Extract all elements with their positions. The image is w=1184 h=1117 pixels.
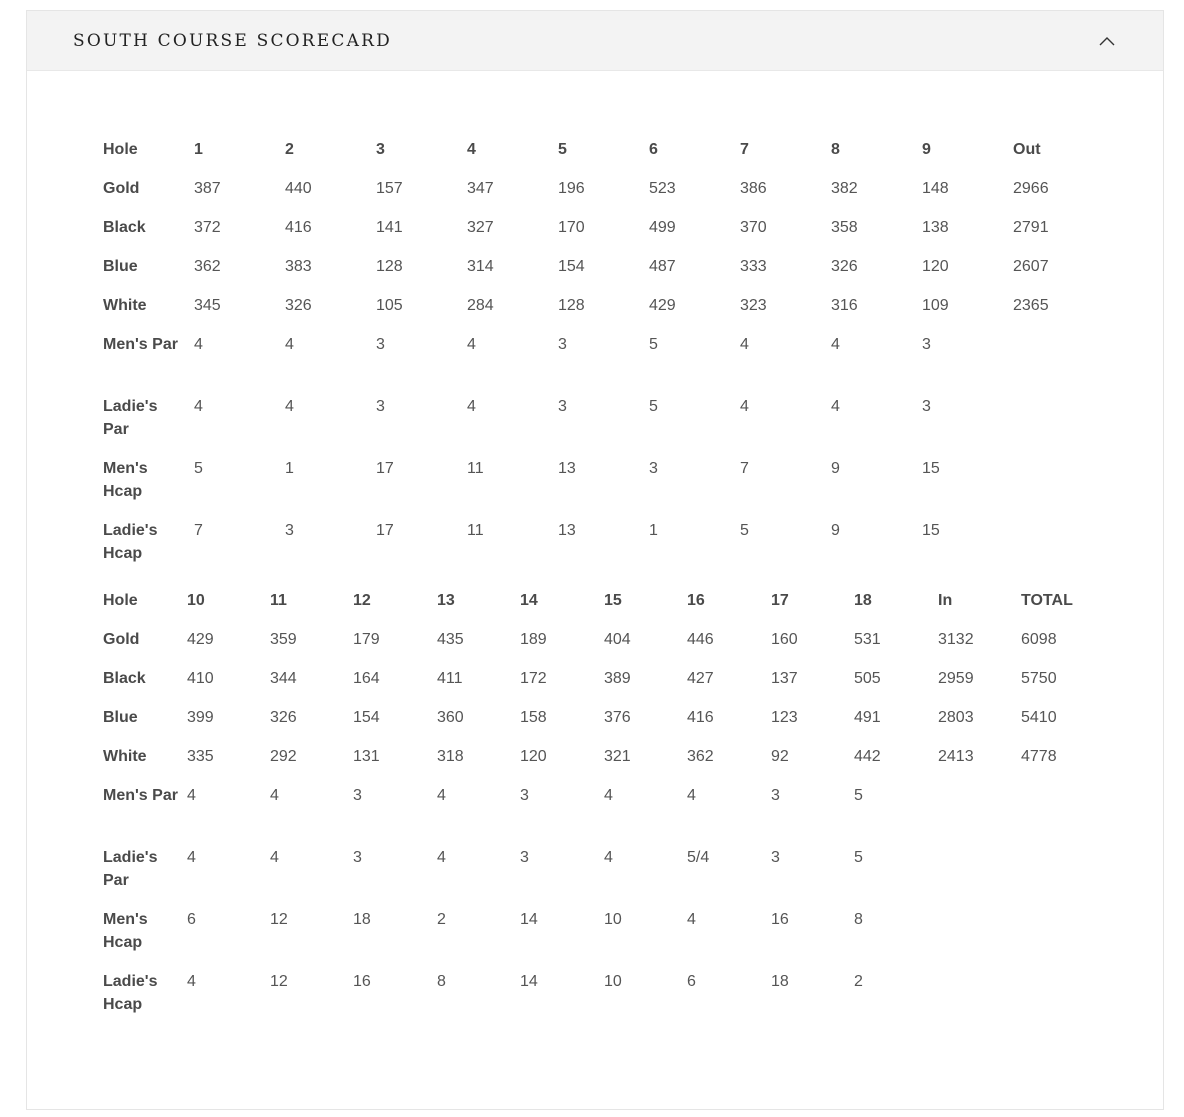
table-cell: 16 bbox=[771, 911, 789, 928]
row-label: Men's Hcap bbox=[103, 460, 148, 500]
table-cell: 386 bbox=[740, 180, 767, 197]
table-cell: 17 bbox=[376, 522, 394, 539]
table-cell bbox=[938, 970, 1021, 1032]
table-cell: 442 bbox=[854, 748, 881, 765]
table-cell: 335 bbox=[187, 748, 214, 765]
column-header: 12 bbox=[353, 592, 371, 609]
table-cell: 3 bbox=[520, 787, 529, 804]
table-cell: 347 bbox=[467, 180, 494, 197]
table-cell: 321 bbox=[604, 748, 631, 765]
column-header: 5 bbox=[558, 141, 567, 158]
row-label: Gold bbox=[103, 631, 140, 648]
scorecard-header-row bbox=[103, 138, 1103, 177]
table-cell: 360 bbox=[437, 709, 464, 726]
table-cell: 8 bbox=[437, 973, 446, 990]
table-cell: 6 bbox=[687, 973, 696, 990]
table-cell: 105 bbox=[376, 297, 403, 314]
table-cell: 284 bbox=[467, 297, 494, 314]
table-cell: 7 bbox=[740, 460, 749, 477]
row-label: Blue bbox=[103, 258, 138, 275]
table-cell: 14 bbox=[520, 911, 538, 928]
table-cell: 4 bbox=[437, 787, 446, 804]
table-cell: 3 bbox=[771, 787, 780, 804]
table-cell: 4 bbox=[194, 336, 203, 353]
table-cell: 128 bbox=[558, 297, 585, 314]
table-cell: 158 bbox=[520, 709, 547, 726]
table-cell: 9 bbox=[831, 522, 840, 539]
table-cell: 411 bbox=[437, 670, 463, 687]
table-row bbox=[103, 667, 1103, 706]
table-cell: 16 bbox=[353, 973, 371, 990]
table-cell: 154 bbox=[558, 258, 585, 275]
table-cell: 429 bbox=[187, 631, 214, 648]
row-label: Men's Par bbox=[103, 336, 178, 353]
table-cell bbox=[1013, 519, 1103, 581]
table-cell: 4 bbox=[467, 336, 476, 353]
table-cell: 5 bbox=[649, 398, 658, 415]
column-header: Out bbox=[1013, 141, 1041, 158]
table-cell: 6098 bbox=[1021, 631, 1057, 648]
table-cell: 404 bbox=[604, 631, 631, 648]
column-header: 8 bbox=[831, 141, 840, 158]
table-cell: 3 bbox=[376, 398, 385, 415]
table-cell: 123 bbox=[771, 709, 798, 726]
table-cell: 8 bbox=[854, 911, 863, 928]
column-header: 9 bbox=[922, 141, 931, 158]
table-cell: 3 bbox=[558, 398, 567, 415]
table-cell: 196 bbox=[558, 180, 585, 197]
table-cell bbox=[1013, 395, 1103, 457]
table-row bbox=[103, 784, 1103, 846]
row-label: Black bbox=[103, 670, 146, 687]
column-header: 17 bbox=[771, 592, 789, 609]
column-header: 13 bbox=[437, 592, 455, 609]
table-row bbox=[103, 333, 1103, 395]
table-row bbox=[103, 457, 1103, 519]
table-cell: 154 bbox=[353, 709, 380, 726]
table-cell bbox=[1013, 457, 1103, 519]
table-cell bbox=[1013, 333, 1103, 395]
table-cell: 3 bbox=[353, 787, 362, 804]
table-cell: 3 bbox=[520, 849, 529, 866]
table-cell: 109 bbox=[922, 297, 949, 314]
column-header: 18 bbox=[854, 592, 872, 609]
table-row bbox=[103, 294, 1103, 333]
column-header: 15 bbox=[604, 592, 622, 609]
table-cell: 9 bbox=[831, 460, 840, 477]
table-cell: 14 bbox=[520, 973, 538, 990]
table-row bbox=[103, 745, 1103, 784]
table-cell: 383 bbox=[285, 258, 312, 275]
table-cell: 427 bbox=[687, 670, 714, 687]
column-header-hole: Hole bbox=[103, 141, 138, 158]
table-cell: 141 bbox=[376, 219, 403, 236]
table-cell: 487 bbox=[649, 258, 676, 275]
table-cell: 5 bbox=[854, 787, 863, 804]
table-cell: 4 bbox=[687, 911, 696, 928]
table-cell: 15 bbox=[922, 522, 940, 539]
table-cell: 4 bbox=[270, 787, 279, 804]
table-cell bbox=[1021, 908, 1103, 970]
table-cell: 446 bbox=[687, 631, 714, 648]
table-row bbox=[103, 216, 1103, 255]
table-cell: 18 bbox=[353, 911, 371, 928]
table-cell: 358 bbox=[831, 219, 858, 236]
row-label: Ladie's Par bbox=[103, 398, 158, 438]
table-cell: 345 bbox=[194, 297, 221, 314]
table-cell: 410 bbox=[187, 670, 214, 687]
table-cell: 362 bbox=[687, 748, 714, 765]
table-cell: 4 bbox=[187, 973, 196, 990]
table-cell: 2803 bbox=[938, 709, 974, 726]
table-cell: 13 bbox=[558, 460, 576, 477]
table-cell: 1 bbox=[649, 522, 658, 539]
table-cell: 4 bbox=[831, 336, 840, 353]
table-cell: 170 bbox=[558, 219, 585, 236]
table-cell bbox=[938, 846, 1021, 908]
column-header: TOTAL bbox=[1021, 592, 1073, 609]
table-cell: 137 bbox=[771, 670, 798, 687]
table-cell: 1 bbox=[285, 460, 294, 477]
table-cell: 359 bbox=[270, 631, 297, 648]
table-cell: 4 bbox=[270, 849, 279, 866]
table-cell: 314 bbox=[467, 258, 494, 275]
table-cell: 399 bbox=[187, 709, 214, 726]
table-cell: 362 bbox=[194, 258, 221, 275]
table-cell: 10 bbox=[604, 911, 622, 928]
table-row bbox=[103, 255, 1103, 294]
table-cell: 3 bbox=[558, 336, 567, 353]
table-cell: 4 bbox=[437, 849, 446, 866]
column-header: 4 bbox=[467, 141, 476, 158]
table-cell: 2791 bbox=[1013, 219, 1049, 236]
row-label: Ladie's Par bbox=[103, 849, 158, 889]
table-cell bbox=[1021, 784, 1103, 846]
table-cell: 5 bbox=[194, 460, 203, 477]
table-cell: 429 bbox=[649, 297, 676, 314]
row-label: Blue bbox=[103, 709, 138, 726]
table-cell: 4 bbox=[285, 336, 294, 353]
table-cell: 5410 bbox=[1021, 709, 1057, 726]
accordion-header[interactable] bbox=[27, 11, 1163, 71]
table-cell: 3 bbox=[771, 849, 780, 866]
table-cell: 323 bbox=[740, 297, 767, 314]
table-cell: 4 bbox=[831, 398, 840, 415]
table-cell: 120 bbox=[520, 748, 547, 765]
table-cell: 5 bbox=[649, 336, 658, 353]
row-label: Black bbox=[103, 219, 146, 236]
table-cell: 3 bbox=[353, 849, 362, 866]
table-cell: 2 bbox=[854, 973, 863, 990]
row-label: Gold bbox=[103, 180, 140, 197]
table-cell bbox=[938, 908, 1021, 970]
table-cell: 3132 bbox=[938, 631, 974, 648]
table-cell: 10 bbox=[604, 973, 622, 990]
table-cell: 5/4 bbox=[687, 849, 710, 866]
table-cell: 172 bbox=[520, 670, 547, 687]
table-cell: 4778 bbox=[1021, 748, 1057, 765]
column-header: 10 bbox=[187, 592, 205, 609]
table-row bbox=[103, 177, 1103, 216]
table-cell: 505 bbox=[854, 670, 881, 687]
accordion-body bbox=[27, 71, 1163, 1032]
table-cell: 3 bbox=[922, 336, 931, 353]
table-cell: 523 bbox=[649, 180, 676, 197]
row-label: Men's Par bbox=[103, 787, 178, 804]
table-cell: 327 bbox=[467, 219, 494, 236]
table-cell: 2413 bbox=[938, 748, 974, 765]
row-label: White bbox=[103, 748, 147, 765]
table-cell: 372 bbox=[194, 219, 221, 236]
table-cell: 387 bbox=[194, 180, 221, 197]
table-cell: 316 bbox=[831, 297, 858, 314]
table-cell: 4 bbox=[187, 787, 196, 804]
table-cell: 12 bbox=[270, 911, 288, 928]
table-cell: 2607 bbox=[1013, 258, 1049, 275]
table-cell: 4 bbox=[740, 398, 749, 415]
column-header: 11 bbox=[270, 592, 287, 609]
table-row bbox=[103, 628, 1103, 667]
table-cell: 4 bbox=[285, 398, 294, 415]
table-cell bbox=[1021, 846, 1103, 908]
table-cell: 120 bbox=[922, 258, 949, 275]
chevron-up-icon[interactable] bbox=[1097, 31, 1117, 51]
table-cell: 128 bbox=[376, 258, 403, 275]
table-cell: 131 bbox=[353, 748, 380, 765]
table-cell: 2959 bbox=[938, 670, 974, 687]
column-header: 1 bbox=[194, 141, 203, 158]
table-cell: 326 bbox=[270, 709, 297, 726]
table-cell: 3 bbox=[922, 398, 931, 415]
table-cell: 416 bbox=[687, 709, 714, 726]
column-header: 3 bbox=[376, 141, 385, 158]
table-cell: 440 bbox=[285, 180, 312, 197]
table-row bbox=[103, 519, 1103, 581]
table-cell: 3 bbox=[376, 336, 385, 353]
table-cell: 179 bbox=[353, 631, 380, 648]
table-row bbox=[103, 395, 1103, 457]
table-cell: 326 bbox=[831, 258, 858, 275]
table-cell: 4 bbox=[467, 398, 476, 415]
column-header: 2 bbox=[285, 141, 294, 158]
table-cell: 15 bbox=[922, 460, 940, 477]
table-cell: 5 bbox=[740, 522, 749, 539]
table-cell bbox=[1021, 970, 1103, 1032]
table-cell: 164 bbox=[353, 670, 380, 687]
column-header: 7 bbox=[740, 141, 749, 158]
table-cell: 416 bbox=[285, 219, 312, 236]
table-cell: 12 bbox=[270, 973, 288, 990]
table-cell: 292 bbox=[270, 748, 297, 765]
table-cell: 376 bbox=[604, 709, 631, 726]
table-cell: 3 bbox=[285, 522, 294, 539]
table-cell: 491 bbox=[854, 709, 881, 726]
table-cell: 531 bbox=[854, 631, 881, 648]
table-cell: 157 bbox=[376, 180, 403, 197]
table-cell: 326 bbox=[285, 297, 312, 314]
table-cell: 13 bbox=[558, 522, 576, 539]
row-label: Ladie's Hcap bbox=[103, 522, 158, 562]
table-cell: 189 bbox=[520, 631, 547, 648]
table-cell: 138 bbox=[922, 219, 949, 236]
table-cell: 11 bbox=[467, 522, 484, 539]
table-row bbox=[103, 846, 1103, 908]
scorecard-header-row bbox=[103, 589, 1103, 628]
scorecard-accordion bbox=[26, 10, 1164, 1110]
table-cell: 3 bbox=[649, 460, 658, 477]
table-cell: 4 bbox=[194, 398, 203, 415]
table-cell: 148 bbox=[922, 180, 949, 197]
table-cell: 4 bbox=[604, 849, 613, 866]
table-cell: 7 bbox=[194, 522, 203, 539]
table-cell bbox=[938, 784, 1021, 846]
table-row bbox=[103, 706, 1103, 745]
table-cell: 389 bbox=[604, 670, 631, 687]
row-label: Ladie's Hcap bbox=[103, 973, 158, 1013]
table-cell: 18 bbox=[771, 973, 789, 990]
table-cell: 160 bbox=[771, 631, 798, 648]
table-cell: 499 bbox=[649, 219, 676, 236]
table-cell: 2966 bbox=[1013, 180, 1049, 197]
column-header: 6 bbox=[649, 141, 658, 158]
table-cell: 11 bbox=[467, 460, 484, 477]
table-cell: 2365 bbox=[1013, 297, 1049, 314]
back-nine-table bbox=[103, 589, 1103, 1032]
table-row bbox=[103, 970, 1103, 1032]
table-cell: 92 bbox=[771, 748, 789, 765]
table-cell: 333 bbox=[740, 258, 767, 275]
accordion-title: SOUTH COURSE SCORECARD bbox=[73, 30, 392, 51]
table-cell: 4 bbox=[187, 849, 196, 866]
table-cell: 2 bbox=[437, 911, 446, 928]
front-nine-table bbox=[103, 138, 1103, 581]
table-cell: 17 bbox=[376, 460, 394, 477]
table-cell: 435 bbox=[437, 631, 464, 648]
table-cell: 344 bbox=[270, 670, 297, 687]
row-label: Men's Hcap bbox=[103, 911, 148, 951]
column-header: 14 bbox=[520, 592, 538, 609]
table-cell: 4 bbox=[687, 787, 696, 804]
column-header: In bbox=[938, 592, 953, 609]
table-cell: 6 bbox=[187, 911, 196, 928]
table-cell: 4 bbox=[604, 787, 613, 804]
row-label: White bbox=[103, 297, 147, 314]
column-header-hole: Hole bbox=[103, 592, 138, 609]
table-cell: 5 bbox=[854, 849, 863, 866]
table-cell: 318 bbox=[437, 748, 464, 765]
table-cell: 4 bbox=[740, 336, 749, 353]
table-row bbox=[103, 908, 1103, 970]
column-header: 16 bbox=[687, 592, 705, 609]
table-cell: 382 bbox=[831, 180, 858, 197]
table-cell: 370 bbox=[740, 219, 767, 236]
table-cell: 5750 bbox=[1021, 670, 1057, 687]
